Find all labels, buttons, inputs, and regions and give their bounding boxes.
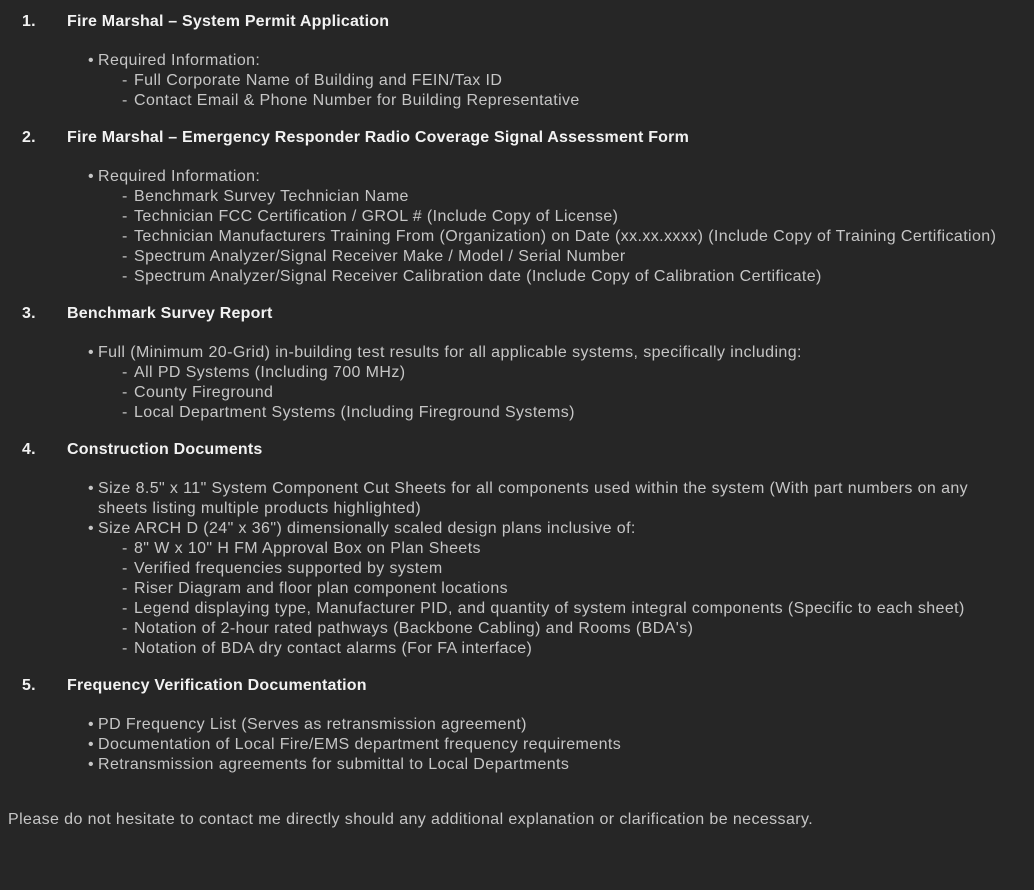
sub-item bbox=[0, 403, 1034, 423]
dash-icon: - bbox=[122, 188, 128, 205]
section-number: 5. bbox=[22, 677, 36, 694]
dash-icon: - bbox=[122, 72, 128, 89]
bullet-item bbox=[0, 167, 1034, 187]
sub-item-text: Technician Manufacturers Training From (Organization) on Date (xx.xx.xxxx) (Include Copy of Training Certification) bbox=[134, 228, 997, 245]
closing-paragraph: Please do not hesitate to contact me directly should any additional explanation or clarification be necessary. bbox=[8, 811, 814, 828]
bullet-icon: • bbox=[88, 344, 95, 361]
bullet-icon: • bbox=[88, 168, 95, 185]
bullet-icon: • bbox=[88, 736, 95, 753]
sub-item bbox=[0, 383, 1034, 403]
sub-item-text: Riser Diagram and floor plan component locations bbox=[134, 580, 509, 597]
sub-item-text: Contact Email & Phone Number for Building Representative bbox=[134, 92, 580, 109]
bullet-text: Retransmission agreements for submittal to Local Departments bbox=[98, 756, 570, 773]
sub-item-text: Legend displaying type, Manufacturer PID, and quantity of system integral components (Specific to each sheet) bbox=[134, 600, 965, 617]
dash-icon: - bbox=[122, 640, 128, 657]
bullet-icon: • bbox=[88, 52, 95, 69]
sub-item bbox=[0, 639, 1034, 659]
bullet-text: Full (Minimum 20-Grid) in-building test results for all applicable systems, specifically including: bbox=[98, 344, 802, 361]
bullet-text: Required Information: bbox=[98, 168, 261, 185]
dash-icon: - bbox=[122, 384, 128, 401]
sub-item-text: Technician FCC Certification / GROL # (Include Copy of License) bbox=[134, 208, 619, 225]
bullet-text: Size 8.5" x 11" System Component Cut Sheets for all components used within the system (With part numbers on any sheets listing multiple products highlighted) bbox=[98, 480, 969, 517]
dash-icon: - bbox=[122, 540, 128, 557]
section-number: 1. bbox=[22, 13, 36, 30]
sub-item-text: Full Corporate Name of Building and FEIN/Tax ID bbox=[134, 72, 503, 89]
sub-item bbox=[0, 539, 1034, 559]
sub-item bbox=[0, 227, 1034, 247]
dash-icon: - bbox=[122, 208, 128, 225]
sub-item bbox=[0, 559, 1034, 579]
sub-item bbox=[0, 363, 1034, 383]
sub-item bbox=[0, 619, 1034, 639]
bullet-item bbox=[0, 755, 1034, 775]
section-4-heading bbox=[0, 440, 1034, 460]
bullet-icon: • bbox=[88, 756, 95, 773]
dash-icon: - bbox=[122, 92, 128, 109]
section-2-heading bbox=[0, 128, 1034, 148]
dash-icon: - bbox=[122, 580, 128, 597]
sub-item bbox=[0, 247, 1034, 267]
bullet-item bbox=[0, 519, 1034, 539]
sub-item bbox=[0, 579, 1034, 599]
bullet-text: Documentation of Local Fire/EMS department frequency requirements bbox=[98, 736, 622, 753]
dash-icon: - bbox=[122, 268, 128, 285]
section-number: 2. bbox=[22, 129, 36, 146]
bullet-text: Size ARCH D (24" x 36") dimensionally scaled design plans inclusive of: bbox=[98, 520, 636, 537]
sub-item bbox=[0, 71, 1034, 91]
bullet-icon: • bbox=[88, 520, 95, 537]
sub-item-text: Verified frequencies supported by system bbox=[134, 560, 443, 577]
sub-item bbox=[0, 207, 1034, 227]
dash-icon: - bbox=[122, 228, 128, 245]
sub-item-text: Notation of 2-hour rated pathways (Backbone Cabling) and Rooms (BDA's) bbox=[134, 620, 694, 637]
section-number: 4. bbox=[22, 441, 36, 458]
section-title: Construction Documents bbox=[67, 441, 263, 458]
section-title: Fire Marshal – Emergency Responder Radio Coverage Signal Assessment Form bbox=[67, 129, 690, 146]
bullet-item bbox=[0, 715, 1034, 735]
section-number: 3. bbox=[22, 305, 36, 322]
bullet-text: PD Frequency List (Serves as retransmission agreement) bbox=[98, 716, 527, 733]
dash-icon: - bbox=[122, 560, 128, 577]
sub-item bbox=[0, 91, 1034, 111]
sub-item bbox=[0, 187, 1034, 207]
bullet-icon: • bbox=[88, 480, 95, 497]
section-5-heading bbox=[0, 676, 1034, 696]
sub-item-text: Spectrum Analyzer/Signal Receiver Make / Model / Serial Number bbox=[134, 248, 626, 265]
sub-item-text: Local Department Systems (Including Fireground Systems) bbox=[134, 404, 575, 421]
dash-icon: - bbox=[122, 404, 128, 421]
sub-item-text: County Fireground bbox=[134, 384, 274, 401]
bullet-item bbox=[0, 479, 1034, 519]
bullet-item bbox=[0, 343, 1034, 363]
section-title: Fire Marshal – System Permit Application bbox=[67, 13, 390, 30]
section-3-heading bbox=[0, 304, 1034, 324]
dash-icon: - bbox=[122, 620, 128, 637]
sub-item bbox=[0, 599, 1034, 619]
sub-item bbox=[0, 267, 1034, 287]
bullet-text: Required Information: bbox=[98, 52, 261, 69]
sub-item-text: Notation of BDA dry contact alarms (For FA interface) bbox=[134, 640, 533, 657]
sub-item-text: All PD Systems (Including 700 MHz) bbox=[134, 364, 406, 381]
sub-item-text: Spectrum Analyzer/Signal Receiver Calibration date (Include Copy of Calibration Certificate) bbox=[134, 268, 822, 285]
dash-icon: - bbox=[122, 248, 128, 265]
bullet-icon: • bbox=[88, 716, 95, 733]
sub-item-text: Benchmark Survey Technician Name bbox=[134, 188, 409, 205]
section-1-heading bbox=[0, 12, 1034, 32]
dash-icon: - bbox=[122, 600, 128, 617]
bullet-item bbox=[0, 735, 1034, 755]
section-title: Frequency Verification Documentation bbox=[67, 677, 367, 694]
section-title: Benchmark Survey Report bbox=[67, 305, 273, 322]
bullet-item bbox=[0, 51, 1034, 71]
dash-icon: - bbox=[122, 364, 128, 381]
sub-item-text: 8" W x 10" H FM Approval Box on Plan Sheets bbox=[134, 540, 481, 557]
